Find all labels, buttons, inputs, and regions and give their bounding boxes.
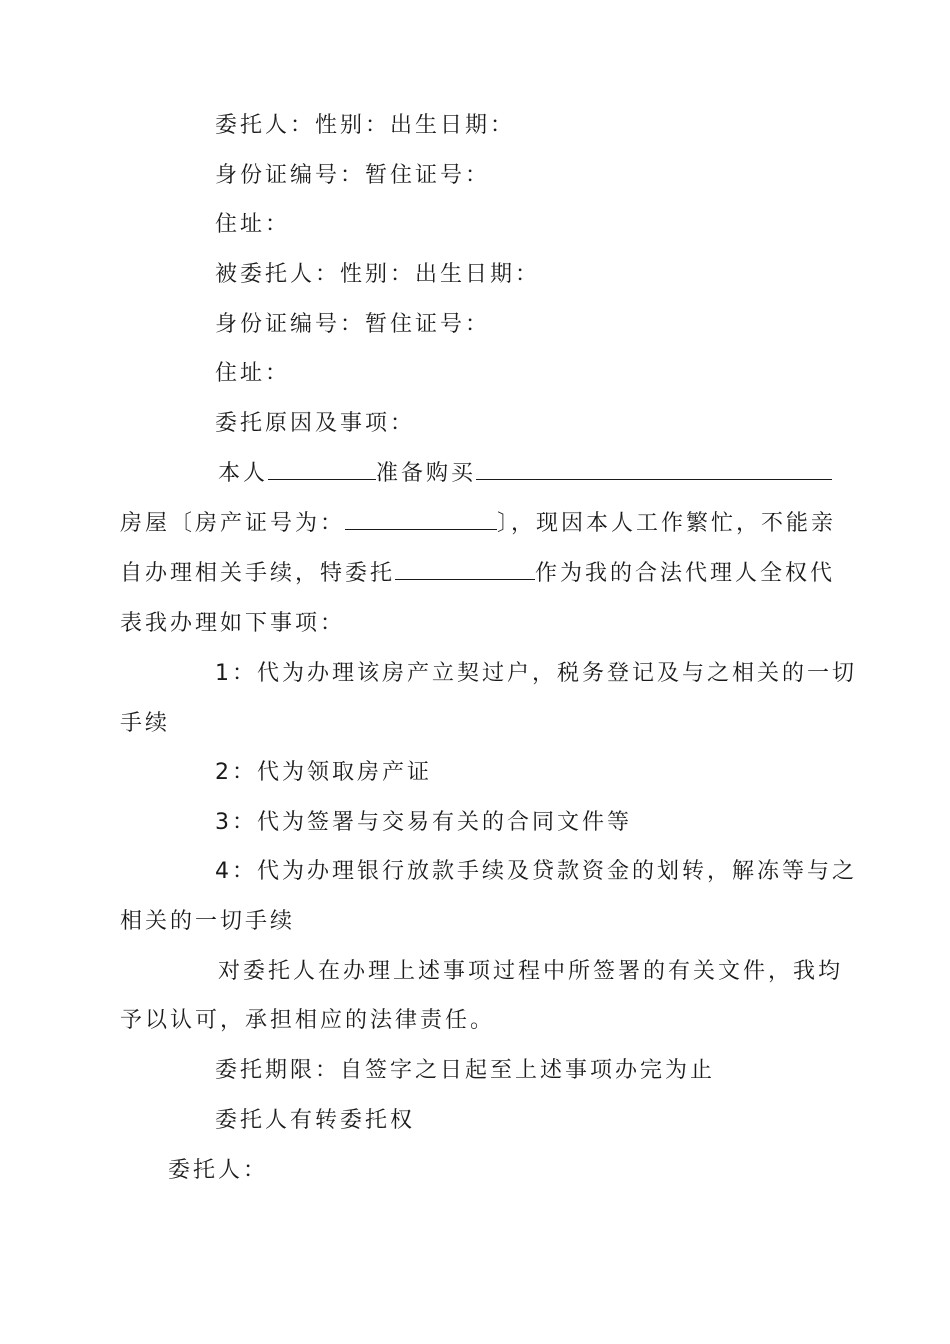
sub-delegation-line: 委托人有转委托权 bbox=[215, 1108, 416, 1133]
item3-line: 3：代为签署与交易有关的合同文件等 bbox=[215, 810, 632, 835]
principal-address-line: 住址： bbox=[215, 212, 291, 237]
item4-line2: 相关的一切手续 bbox=[120, 909, 296, 934]
certificate-number-blank bbox=[345, 509, 497, 530]
principal-id-line: 身份证编号：暂住证号： bbox=[215, 163, 491, 188]
principal-line: 委托人：性别：出生日期： bbox=[215, 113, 516, 138]
term-line: 委托期限：自签字之日起至上述事项办完为止 bbox=[215, 1058, 716, 1083]
para1-text-self: 本人 bbox=[218, 461, 269, 486]
item1-line1: 1：代为办理该房产立契过户，税务登记及与之相关的一切 bbox=[215, 661, 857, 686]
para1-line4: 表我办理如下事项： bbox=[120, 611, 346, 636]
item1-line2: 手续 bbox=[120, 711, 171, 736]
agent-address-line: 住址： bbox=[215, 361, 291, 386]
para1-text-house: 房屋〔房产证号为： bbox=[120, 511, 346, 536]
signature-label: 委托人： bbox=[168, 1158, 269, 1183]
para2-line2: 予以认可，承担相应的法律责任。 bbox=[120, 1008, 496, 1033]
reason-heading: 委托原因及事项： bbox=[215, 411, 416, 436]
para2-line1: 对委托人在办理上述事项过程中所签署的有关文件，我均 bbox=[218, 959, 844, 984]
agent-name-blank bbox=[395, 559, 535, 580]
property-blank bbox=[476, 459, 832, 480]
para1-text-reason: 〕，现因本人工作繁忙，不能亲 bbox=[497, 511, 837, 536]
para1-line3 bbox=[120, 559, 835, 589]
para1-text-buy: 准备购买 bbox=[376, 461, 477, 486]
item2-line: 2：代为领取房产证 bbox=[215, 760, 432, 785]
para1-line2 bbox=[120, 509, 836, 539]
item4-line1: 4：代为办理银行放款手续及贷款资金的划转，解冻等与之 bbox=[215, 859, 857, 884]
para1-text-entrust: 自办理相关手续，特委托 bbox=[120, 561, 396, 586]
agent-id-line: 身份证编号：暂住证号： bbox=[215, 312, 491, 337]
agent-line: 被委托人：性别：出生日期： bbox=[215, 262, 541, 287]
para1-text-agent: 作为我的合法代理人全权代 bbox=[535, 561, 836, 586]
buyer-blank bbox=[268, 459, 376, 480]
para1-line1 bbox=[218, 459, 832, 489]
